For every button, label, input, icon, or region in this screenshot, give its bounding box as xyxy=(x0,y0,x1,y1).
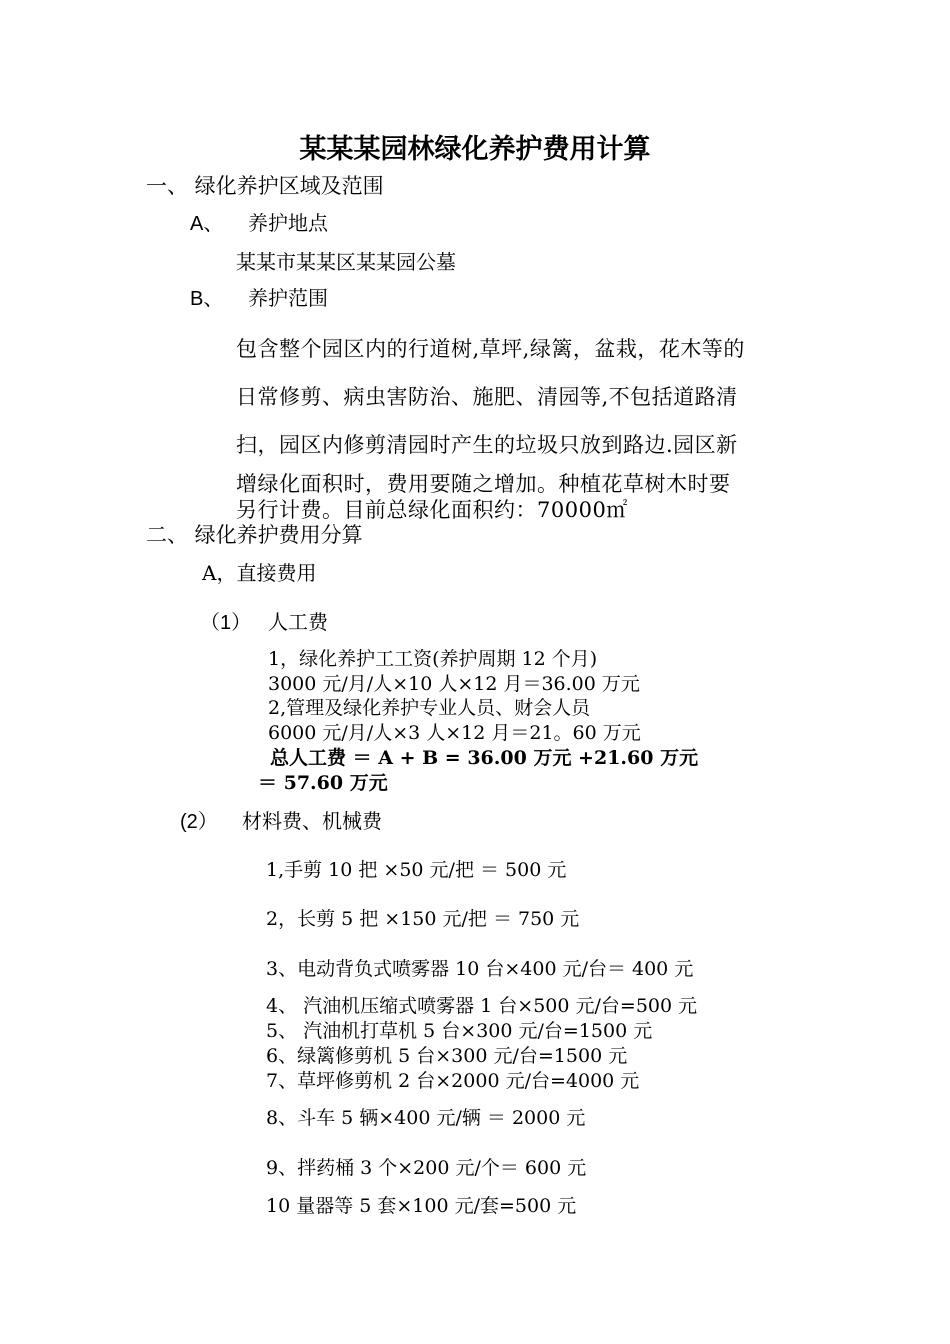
labor-label: （1） xyxy=(200,612,252,634)
labor-title: 人工费 xyxy=(268,610,328,634)
item-title-location: 养护地点 xyxy=(248,211,328,235)
scope-text-line: 扫，园区内修剪清园时产生的垃圾只放到路边.园区新 xyxy=(236,433,738,457)
section-heading-2: 二、 绿化养护费用分算 xyxy=(146,523,363,547)
materials-label: (2） xyxy=(180,811,218,833)
material-item: 8、斗车 5 辆×400 元/辆 ＝ 2000 元 xyxy=(266,1107,586,1129)
item-label-a: A、 xyxy=(190,213,224,235)
material-item: 5、 汽油机打草机 5 台×300 元/台=1500 元 xyxy=(266,1020,653,1042)
scope-text-line: 日常修剪、病虫害防治、施肥、清园等,不包括道路清 xyxy=(236,385,738,409)
item-label-b: B、 xyxy=(190,288,224,310)
labor-total-line: ＝ 57.60 万元 xyxy=(258,772,388,794)
material-item: 6、绿篱修剪机 5 台×300 元/台=1500 元 xyxy=(266,1045,628,1067)
labor-line: 3000 元/月/人×10 人×12 月＝36.00 万元 xyxy=(268,673,640,695)
material-item: 1,手剪 10 把 ×50 元/把 ＝ 500 元 xyxy=(266,859,567,881)
direct-cost-heading: A，直接费用 xyxy=(202,561,317,585)
labor-line: 6000 元/月/人×3 人×12 月＝21。60 万元 xyxy=(268,722,641,744)
materials-title: 材料费、机械费 xyxy=(242,809,382,833)
material-item: 7、草坪修剪机 2 台×2000 元/台=4000 元 xyxy=(266,1070,640,1092)
material-item: 9、拌药桶 3 个×200 元/个＝ 600 元 xyxy=(266,1157,587,1179)
page-title: 某某某园林绿化养护费用计算 xyxy=(299,134,651,165)
scope-text-line: 另行计费。目前总绿化面积约：70000㎡ xyxy=(236,498,628,522)
scope-text-line: 增绿化面积时，费用要随之增加。种植花草树木时要 xyxy=(236,472,731,496)
scope-text-line: 包含整个园区内的行道树,草坪,绿篱，盆栽，花木等的 xyxy=(236,337,745,361)
labor-total-line: 总人工费 ＝ A + B = 36.00 万元 +21.60 万元 xyxy=(270,747,699,769)
section-heading-1: 一、 绿化养护区域及范围 xyxy=(146,174,384,198)
labor-line: 1，绿化养护工工资(养护周期 12 个月) xyxy=(268,648,598,670)
location-value: 某某市某某区某某园公墓 xyxy=(236,250,456,274)
material-item: 10 量器等 5 套×100 元/套=500 元 xyxy=(266,1195,577,1217)
material-item: 2，长剪 5 把 ×150 元/把 ＝ 750 元 xyxy=(266,908,580,930)
material-item: 4、 汽油机压缩式喷雾器 1 台×500 元/台=500 元 xyxy=(266,995,698,1017)
material-item: 3、电动背负式喷雾器 10 台×400 元/台＝ 400 元 xyxy=(266,958,694,980)
item-title-scope: 养护范围 xyxy=(248,286,328,310)
labor-line: 2,管理及绿化养护专业人员、财会人员 xyxy=(268,697,591,719)
